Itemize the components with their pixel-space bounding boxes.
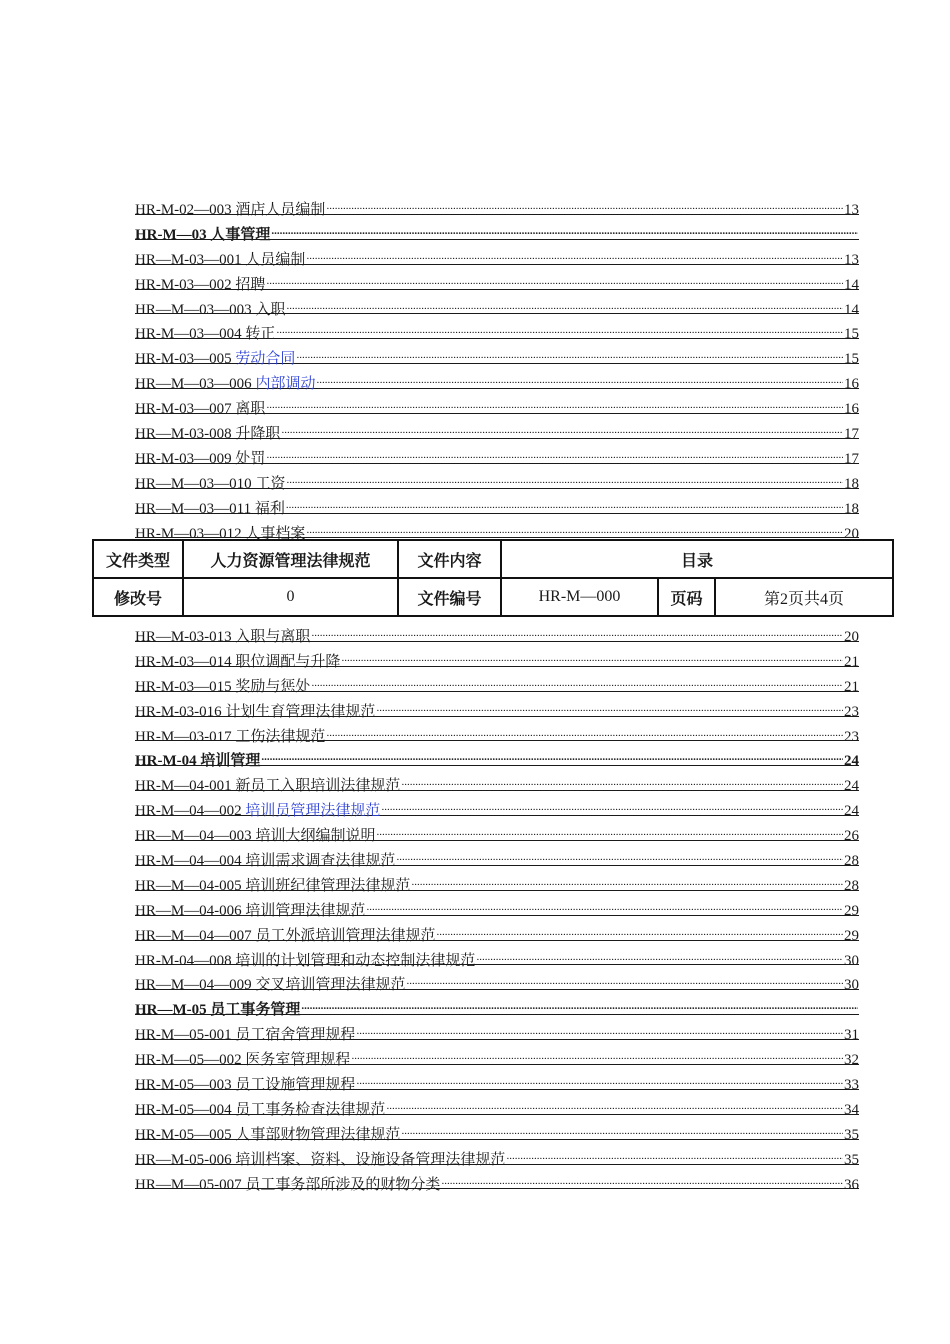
toc-leader-dots xyxy=(261,741,843,765)
toc-entry-code: HR-M—05-001 xyxy=(135,1027,232,1044)
toc-entry-code: HR-M-05—004 xyxy=(135,1101,232,1118)
toc-entry-code: HR-M-03—005 xyxy=(135,351,232,368)
toc-leader-dots xyxy=(441,1165,843,1189)
file-number-value: HR-M—000 xyxy=(501,578,658,616)
toc-list-bottom xyxy=(135,617,859,1193)
toc-entry-title: 人员编制 xyxy=(245,251,306,268)
toc-entry-label xyxy=(135,1048,350,1073)
toc-entry-title: 处罚 xyxy=(235,450,266,467)
toc-entry-title: 酒店人员编制 xyxy=(235,202,326,218)
toc-leader-dots xyxy=(271,215,858,239)
toc-leader-dots xyxy=(356,1065,843,1089)
toc-leader-dots xyxy=(376,816,843,840)
toc-leader-dots xyxy=(381,791,843,815)
page-label: 页码 xyxy=(658,578,715,616)
toc-leader-dots xyxy=(296,339,843,363)
toc-entry-title: 员工事务部所涉及的财物分类 xyxy=(245,1176,441,1193)
toc-leader-dots xyxy=(306,240,843,264)
toc-entry-code: HR—M-03—001 xyxy=(135,251,242,268)
toc-page-number: 35 xyxy=(844,1151,859,1168)
toc-leader-dots xyxy=(316,364,843,388)
toc-entry-label xyxy=(135,650,340,675)
toc-entry-label xyxy=(135,347,295,372)
toc-leader-dots xyxy=(286,290,843,314)
toc-entry-title: 福利 xyxy=(254,500,285,517)
toc-page-number: 32 xyxy=(844,1052,859,1069)
toc-entry-code: HR-M-02—003 xyxy=(135,202,232,218)
toc-entry-label xyxy=(135,824,375,849)
toc-entry-title: 培训的计划管理和动态控制法律规范 xyxy=(235,952,476,969)
toc-entry-title: 培训班纪律管理法律规范 xyxy=(245,877,411,894)
document-header-table xyxy=(92,539,894,617)
toc-page-number: 15 xyxy=(844,326,859,343)
toc-leader-dots xyxy=(266,389,843,413)
toc-page-number: 33 xyxy=(844,1077,859,1094)
toc-page-number: 18 xyxy=(844,500,859,517)
toc-entry-code: HR-M-03—007 xyxy=(135,401,232,418)
toc-entry-title: 培训档案、资料、设施设备管理法律规范 xyxy=(235,1151,506,1168)
toc-entry-title: 招聘 xyxy=(235,276,266,293)
toc-entry-code: HR—M-03-008 xyxy=(135,426,232,443)
toc-entry-code: HR—M-03-013 xyxy=(135,629,232,645)
toc-entry-label xyxy=(135,1023,355,1048)
toc-entry[interactable] xyxy=(135,190,859,218)
toc-entry-label xyxy=(135,397,265,422)
toc-page-number: 30 xyxy=(844,977,859,994)
toc-entry-label xyxy=(135,447,265,472)
toc-leader-dots xyxy=(266,439,843,463)
file-content-label: 文件内容 xyxy=(398,540,501,578)
toc-entry-label xyxy=(135,223,270,248)
toc-page-number: 14 xyxy=(844,301,859,318)
toc-entry-code: HR-M—03—004 xyxy=(135,326,242,343)
toc-page-number: 24 xyxy=(844,753,859,770)
toc-page-number: 28 xyxy=(844,853,859,870)
file-type-value: 人力资源管理法律规范 xyxy=(183,540,398,578)
toc-leader-dots xyxy=(326,717,843,741)
toc-page-number: 17 xyxy=(844,450,859,467)
toc-page-number: 20 xyxy=(844,525,859,542)
toc-entry-label xyxy=(135,472,285,497)
toc-leader-dots xyxy=(436,916,843,940)
toc-page-number: 31 xyxy=(844,1027,859,1044)
toc-entry-code: HR-M—05—002 xyxy=(135,1052,242,1069)
toc-entry-code: HR-M-05—003 xyxy=(135,1077,232,1094)
file-content-value: 目录 xyxy=(501,540,893,578)
toc-entry-title: 入职与离职 xyxy=(235,629,311,645)
toc-entry-title: 离职 xyxy=(235,401,266,418)
toc-leader-dots xyxy=(326,190,843,214)
toc-leader-dots xyxy=(401,766,843,790)
toc-entry-label xyxy=(135,322,275,347)
toc-entry-code: HR-M—04—004 xyxy=(135,853,242,870)
toc-page-number: 13 xyxy=(844,251,859,268)
toc-leader-dots xyxy=(406,965,843,989)
toc-leader-dots xyxy=(356,1015,843,1039)
toc-leader-dots xyxy=(276,314,843,338)
toc-entry-label xyxy=(135,1098,385,1123)
toc-entry-title: 计划生育管理法律规范 xyxy=(225,703,376,720)
toc-leader-dots xyxy=(366,891,843,915)
toc-entry-title: 员工外派培训管理法律规范 xyxy=(255,927,436,944)
toc-entry-link[interactable]: 内部调动 xyxy=(255,376,316,393)
toc-entry-title: 转正 xyxy=(245,326,276,343)
toc-page-number: 26 xyxy=(844,828,859,845)
toc-leader-dots xyxy=(396,841,843,865)
toc-entry-label xyxy=(135,1173,440,1198)
toc-entry-label xyxy=(135,422,280,447)
toc-entry-title: 培训大纲编制说明 xyxy=(255,828,376,845)
file-number-label: 文件编号 xyxy=(398,578,501,616)
toc-leader-dots xyxy=(311,667,843,691)
toc-page-number: 18 xyxy=(844,475,859,492)
toc-leader-dots xyxy=(386,1090,843,1114)
toc-leader-dots xyxy=(506,1140,843,1164)
toc-entry-code: HR-M—04-001 xyxy=(135,778,232,795)
toc-entry-code: HR—M—04-006 xyxy=(135,902,242,919)
toc-entry-code: HR—M—04—009 xyxy=(135,977,252,994)
toc-entry-link[interactable]: 培训员管理法律规范 xyxy=(245,803,381,820)
toc-entry-label xyxy=(135,675,310,700)
toc-entry-code: HR—M—04-005 xyxy=(135,877,242,894)
toc-leader-dots xyxy=(341,642,843,666)
toc-entry-code: HR-M-03—009 xyxy=(135,450,232,467)
toc-page-number: 15 xyxy=(844,351,859,368)
toc-leader-dots xyxy=(411,866,843,890)
toc-entry-label xyxy=(135,924,435,949)
toc-entry-code: HR—M—04—007 xyxy=(135,927,252,944)
toc-entry-label xyxy=(135,774,400,799)
toc-page-number: 21 xyxy=(844,653,859,670)
toc-page-number: 24 xyxy=(844,778,859,795)
toc-page-number: 17 xyxy=(844,426,859,443)
toc-entry-code: HR—M—03—010 xyxy=(135,475,252,492)
toc-page-number: 34 xyxy=(844,1101,859,1118)
toc-entry-title: 员工事务检查法律规范 xyxy=(235,1101,386,1118)
toc-page-number: 36 xyxy=(844,1176,859,1193)
toc-leader-dots xyxy=(351,1040,843,1064)
toc-entry-title: 交叉培训管理法律规范 xyxy=(255,977,406,994)
toc-entry-label xyxy=(135,799,380,824)
toc-page-number: 24 xyxy=(844,803,859,820)
toc-leader-dots xyxy=(286,464,843,488)
toc-page-number: 28 xyxy=(844,877,859,894)
toc-entry-code: HR-M-03—014 xyxy=(135,653,232,670)
toc-entry-title: 人事档案 xyxy=(245,525,306,542)
toc-leader-dots xyxy=(311,617,843,641)
toc-entry-title: 医务室管理规程 xyxy=(245,1052,351,1069)
toc-entry-title: 培训管理法律规范 xyxy=(245,902,366,919)
toc-entry-code: HR—M—03—006 xyxy=(135,376,252,393)
toc-entry[interactable] xyxy=(135,617,859,645)
toc-entry-code: HR-M—03-017 xyxy=(135,728,232,745)
toc-entry-code: HR—M—03—003 xyxy=(135,301,252,318)
revision-value: 0 xyxy=(183,578,398,616)
toc-page-number: 35 xyxy=(844,1126,859,1143)
toc-entry-title: 员工设施管理规程 xyxy=(235,1077,356,1094)
toc-leader-dots xyxy=(286,489,843,513)
toc-page-number: 29 xyxy=(844,902,859,919)
file-type-label: 文件类型 xyxy=(93,540,183,578)
toc-entry-title: 人事管理 xyxy=(210,226,271,243)
toc-entry-code: HR-M—03—012 xyxy=(135,525,242,542)
toc-page-number: 21 xyxy=(844,678,859,695)
toc-entry-title: 职位调配与升降 xyxy=(235,653,341,670)
toc-leader-dots xyxy=(376,692,843,716)
toc-leader-dots xyxy=(301,990,858,1014)
toc-page-number: 16 xyxy=(844,401,859,418)
toc-entry-label xyxy=(135,998,300,1023)
toc-entry-code: HR-M-03-016 xyxy=(135,703,222,720)
toc-leader-dots xyxy=(281,414,843,438)
toc-entry-title: 奖励与惩处 xyxy=(235,678,311,695)
toc-leader-dots xyxy=(401,1115,843,1139)
toc-entry-code: HR—M—04—003 xyxy=(135,828,252,845)
toc-entry-code: HR-M-04—008 xyxy=(135,952,232,969)
toc-entry-title: 升降职 xyxy=(235,426,281,443)
toc-entry-code: HR—M—05-007 xyxy=(135,1176,242,1193)
toc-entry-code: HR—M-05 xyxy=(135,1002,207,1019)
toc-page-number: 20 xyxy=(844,629,859,645)
toc-list-top xyxy=(135,190,859,542)
toc-leader-dots xyxy=(266,265,843,289)
toc-entry-title: 培训需求调查法律规范 xyxy=(245,853,396,870)
toc-page-number: 16 xyxy=(844,376,859,393)
toc-entry-label xyxy=(135,497,285,522)
toc-entry-label xyxy=(135,749,260,774)
toc-page-number: 30 xyxy=(844,952,859,969)
toc-entry-code: HR-M-04 xyxy=(135,753,197,770)
toc-leader-dots xyxy=(306,514,843,538)
toc-entry-title: 新员工入职培训法律规范 xyxy=(235,778,401,795)
toc-entry-code: HR—M—03—011 xyxy=(135,500,252,517)
toc-entry-title: 培训管理 xyxy=(200,753,261,770)
toc-entry-label xyxy=(135,273,265,298)
toc-entry-label xyxy=(135,1123,400,1148)
toc-entry-code: HR-M-03—002 xyxy=(135,276,232,293)
toc-entry-title: 员工宿舍管理规程 xyxy=(235,1027,356,1044)
toc-entry-code: HR—M-05-006 xyxy=(135,1151,232,1168)
toc-entry-code: HR-M-03—015 xyxy=(135,678,232,695)
toc-entry-title: 入职 xyxy=(255,301,286,318)
toc-entry-label xyxy=(135,298,285,323)
toc-entry-code: HR-M—03 xyxy=(135,226,207,243)
toc-page-number: 23 xyxy=(844,703,859,720)
revision-label: 修改号 xyxy=(93,578,183,616)
toc-entry-title: 工伤法律规范 xyxy=(235,728,326,745)
toc-entry-label xyxy=(135,625,310,650)
toc-entry-title: 人事部财物管理法律规范 xyxy=(235,1126,401,1143)
toc-page-number: 23 xyxy=(844,728,859,745)
toc-page-number: 14 xyxy=(844,276,859,293)
page-value: 第2页共4页 xyxy=(715,578,893,616)
toc-page-number: 29 xyxy=(844,927,859,944)
toc-page-number: 13 xyxy=(844,202,859,218)
toc-entry-title: 员工事务管理 xyxy=(210,1002,301,1019)
toc-leader-dots xyxy=(476,941,843,965)
toc-entry-title: 工资 xyxy=(255,475,286,492)
toc-entry-label xyxy=(135,899,365,924)
toc-entry-code: HR-M-05—005 xyxy=(135,1126,232,1143)
toc-entry-code: HR-M—04—002 xyxy=(135,803,242,820)
toc-entry-link[interactable]: 劳动合同 xyxy=(235,351,296,368)
toc-entry-label xyxy=(135,849,395,874)
toc-entry-label xyxy=(135,1073,355,1098)
